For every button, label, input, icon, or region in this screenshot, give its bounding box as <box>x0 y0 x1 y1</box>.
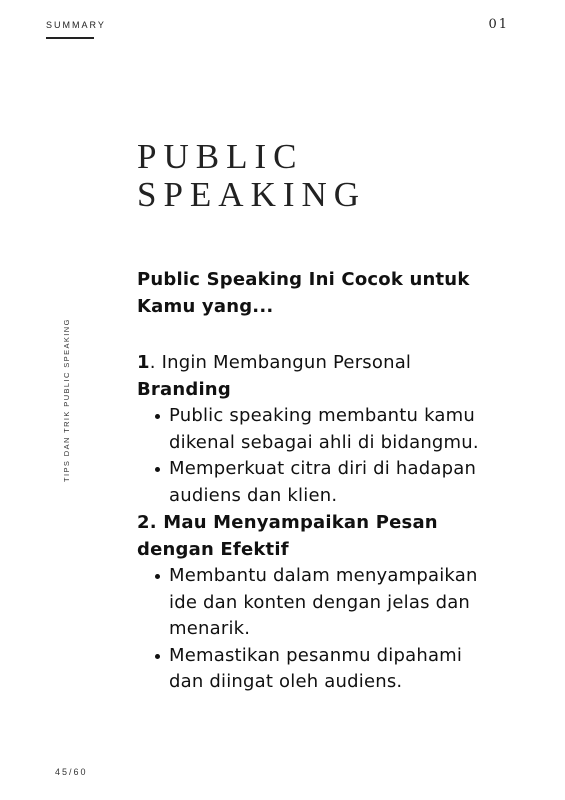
item-number-2: 2 <box>137 512 150 533</box>
list-item-1 <box>137 349 537 509</box>
lead-line-1: Public Speaking Ini Cocok untuk <box>137 269 470 290</box>
content-body <box>137 266 537 696</box>
bullet-icon <box>155 654 160 659</box>
page-number: 01 <box>488 17 509 32</box>
lead-line-2: Kamu yang... <box>137 296 274 317</box>
bullet-list-2 <box>137 563 537 696</box>
bullet-line: menarik. <box>169 618 251 639</box>
list-item-2 <box>137 509 537 696</box>
bullet-line: Memperkuat citra diri di hadapan <box>169 458 477 479</box>
bullet-item <box>169 403 537 456</box>
spacer <box>137 320 537 349</box>
bullet-line: dikenal sebagai ahli di bidangmu. <box>169 431 479 453</box>
bullet-line: ide dan konten dengan jelas dan <box>169 591 471 613</box>
lead-text <box>137 266 537 320</box>
bullet-icon <box>155 467 160 472</box>
side-running-title: TIPS DAN TRIK PUBLIC SPEAKING <box>62 318 71 482</box>
bullet-line: Memastikan pesanmu dipahami <box>169 644 463 666</box>
item-heading-2-line-2: dengan Efektif <box>137 539 289 560</box>
bullet-item <box>169 643 537 696</box>
bullet-line: dan diingat oleh audiens. <box>169 671 403 692</box>
item-heading-1 <box>137 349 537 403</box>
item-heading-2-line-1: . Mau Menyampaikan Pesan <box>149 512 438 533</box>
footer-page-count: 45/60 <box>55 767 88 777</box>
bullet-icon <box>155 414 160 419</box>
section-label: SUMMARY <box>46 20 106 30</box>
item-heading-1-line-2: Branding <box>137 379 231 400</box>
item-heading-1-line-1: . Ingin Membangun Personal <box>149 352 412 373</box>
page-title <box>137 138 366 214</box>
bullet-list-1 <box>137 403 537 509</box>
item-heading-2 <box>137 509 537 563</box>
bullet-item <box>169 563 537 643</box>
bullet-icon <box>155 574 160 579</box>
bullet-line: audiens dan klien. <box>169 484 338 506</box>
bullet-item <box>169 456 537 509</box>
bullet-line: Membantu dalam menyampaikan <box>169 565 478 586</box>
title-line-1: PUBLIC <box>137 137 304 176</box>
title-line-2: SPEAKING <box>137 175 367 214</box>
bullet-line: Public speaking membantu kamu <box>169 405 475 426</box>
section-underline <box>46 37 94 39</box>
item-number-1: 1 <box>137 352 150 373</box>
